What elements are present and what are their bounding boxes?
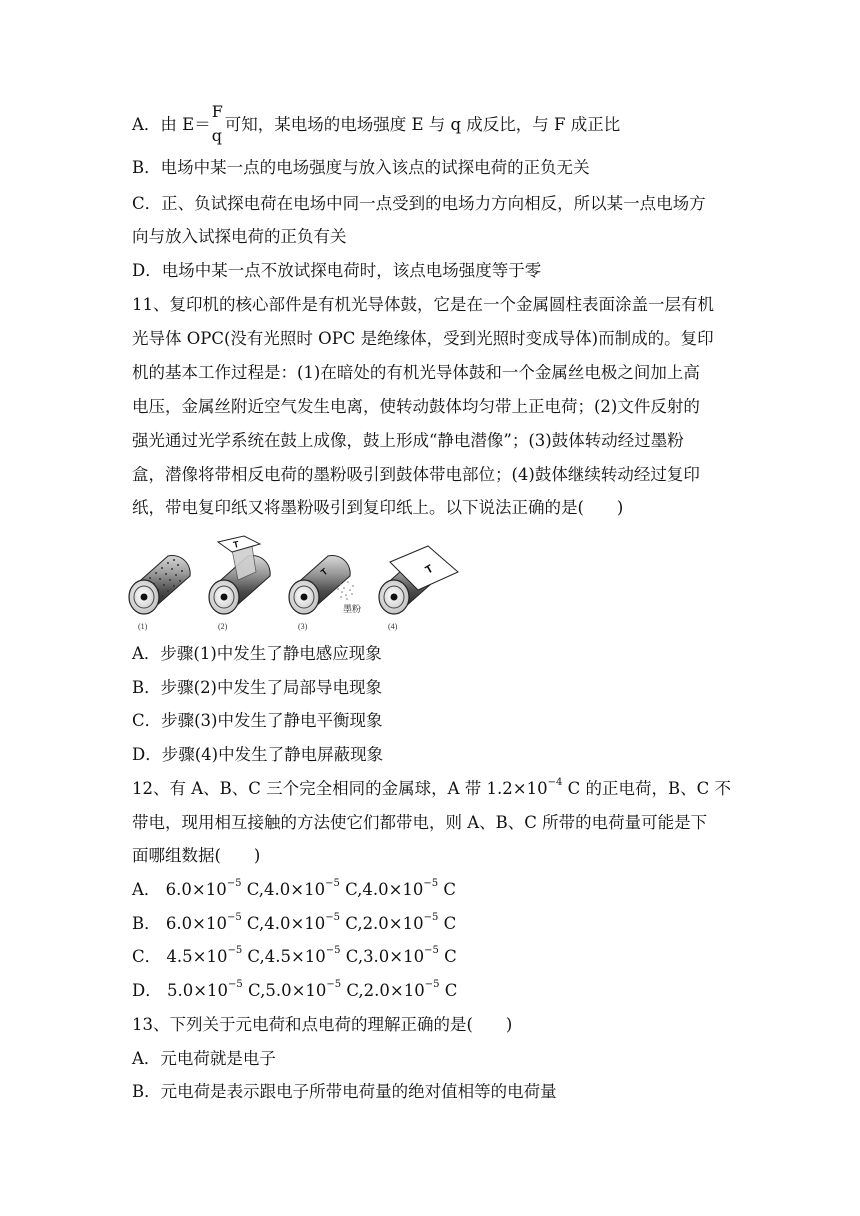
option-prefix: B．: [132, 914, 166, 933]
q11-stem-line: 机的基本工作过程是：(1)在暗处的有机光导体鼓和一个金属丝电极之间加上高: [132, 363, 700, 382]
charge-unit: C: [439, 981, 458, 1000]
q13-option-b: B．元电荷是表示跟电子所带电荷量的绝对值相等的电荷量: [132, 1082, 557, 1101]
charge-unit: C: [438, 880, 457, 899]
charge-value: 4.0×10: [264, 880, 326, 899]
charge-value: 4.5×10: [166, 947, 228, 966]
exponent: −5: [325, 944, 341, 956]
q11-stem-line: 光导体 OPC(没有光照时 OPC 是绝缘体，受到光照时变成导体)而制成的。复印: [132, 329, 714, 348]
charge-value: 2.0×10: [363, 981, 425, 1000]
q11-option-a: A．步骤(1)中发生了静电感应现象: [132, 644, 382, 663]
charge-value: 3.0×10: [363, 947, 425, 966]
figure-label-4: (4): [388, 622, 398, 631]
q12-option-a: [132, 877, 457, 900]
figure-label-1: (1): [138, 622, 148, 631]
drum-step-4: [379, 546, 458, 631]
svg-text:T: T: [318, 566, 330, 578]
q12-stem-text: C 的正电荷，B、C 不: [562, 779, 731, 798]
q11-option-c: C．步骤(3)中发生了静电平衡现象: [132, 711, 383, 730]
q12-option-d: [132, 978, 458, 1001]
q10-option-c-line1: C．正、负试探电荷在电场中同一点受到的电场力方向相反，所以某一点电场方: [132, 194, 706, 213]
q10-option-b: B．电场中某一点的电场强度与放入该点的试探电荷的正负无关: [132, 158, 590, 177]
exponent: −5: [226, 877, 242, 889]
charge-unit: C,: [241, 914, 265, 933]
exponent: −5: [424, 944, 439, 956]
copier-drum-figure: [128, 532, 468, 632]
charge-unit: C,: [341, 981, 364, 1000]
charge-unit: C: [438, 914, 457, 933]
q10-option-a-prefix: A．由 E＝: [132, 115, 211, 134]
q11-option-b: B．步骤(2)中发生了局部导电现象: [132, 678, 382, 697]
toner-label: 墨粉: [343, 605, 362, 615]
charge-unit: C,: [339, 880, 363, 899]
q12-stem-line1: [132, 776, 731, 799]
svg-text:T: T: [423, 562, 436, 577]
exponent: −5: [423, 877, 439, 889]
option-prefix: C．: [132, 947, 167, 966]
exponent: −5: [325, 877, 340, 889]
q10-option-a: [132, 101, 621, 145]
q12-stem-line3: 面哪组数据( ): [132, 846, 261, 865]
charge-unit: C,: [242, 981, 266, 1000]
q12-stem-line2: 带电，现用相互接触的方法使它们都带电，则 A、B、C 所带的电荷量可能是下: [132, 813, 708, 832]
exponent: −5: [227, 944, 243, 956]
fraction-f-over-q: [211, 101, 224, 145]
q12-option-b: [132, 911, 457, 934]
drum-step-1: [129, 556, 190, 631]
fraction-denominator: q: [211, 125, 222, 145]
q11-stem-line: 强光通过光学系统在鼓上成像，鼓上形成“静电潜像”；(3)鼓体转动经过墨粉: [132, 431, 684, 450]
option-prefix: A．: [132, 880, 166, 899]
option-prefix: D．: [132, 981, 167, 1000]
exponent: −4: [547, 776, 563, 788]
exponent: −5: [226, 911, 242, 923]
charge-value: 2.0×10: [362, 914, 424, 933]
charge-value: 6.0×10: [165, 880, 227, 899]
document-glyph: T: [232, 539, 240, 550]
figure-label-2: (2): [218, 622, 228, 631]
charge-value: 5.0×10: [166, 981, 229, 1000]
charge-unit: C,: [340, 914, 363, 933]
charge-value: 4.0×10: [264, 914, 326, 933]
exponent: −5: [325, 911, 341, 923]
exponent: −5: [326, 978, 342, 990]
charge-value: 4.5×10: [264, 947, 326, 966]
q12-stem-text: 12、有 A、B、C 三个完全相同的金属球，A 带 1.2×10: [132, 779, 548, 798]
exponent: −5: [228, 978, 243, 990]
drum-step-2: [209, 536, 270, 631]
q10-option-c-line2: 向与放入试探电荷的正负有关: [132, 227, 347, 246]
drum-step-3: [289, 556, 361, 631]
charge-value: 6.0×10: [165, 914, 227, 933]
q13-stem: 13、下列关于元电荷和点电荷的理解正确的是( ): [132, 1015, 513, 1034]
charge-unit: C,: [241, 880, 265, 899]
q11-stem-line: 盒，潜像将带相反电荷的墨粉吸引到鼓体带电部位；(4)鼓体继续转动经过复印: [132, 465, 700, 484]
charge-unit: C: [438, 947, 457, 966]
charge-value: 4.0×10: [362, 880, 424, 899]
fraction-numerator: F: [211, 101, 223, 121]
q11-stem-line: 11、复印机的核心部件是有机光导体鼓，它是在一个金属圆柱表面涂盖一层有机: [132, 295, 714, 314]
charge-value: 5.0×10: [265, 981, 327, 1000]
q13-option-a: A．元电荷就是电子: [132, 1049, 276, 1068]
exponent: −5: [423, 911, 439, 923]
q11-stem-line: 电压，金属丝附近空气发生电离，使转动鼓体均匀带上正电荷；(2)文件反射的: [132, 397, 700, 416]
charge-unit: C,: [340, 947, 364, 966]
exponent: −5: [424, 978, 440, 990]
q10-option-d: D．电场中某一点不放试探电荷时，该点电场强度等于零: [132, 261, 542, 280]
charge-unit: C,: [242, 947, 265, 966]
q12-option-c: [132, 944, 457, 967]
q11-stem-line: 纸，带电复印纸又将墨粉吸引到复印纸上。以下说法正确的是( ): [132, 498, 624, 517]
figure-label-3: (3): [298, 622, 308, 631]
q10-option-a-text: 可知，某电场的电场强度 E 与 q 成反比，与 F 成正比: [224, 115, 621, 134]
q11-option-d: D．步骤(4)中发生了静电屏蔽现象: [132, 745, 384, 764]
